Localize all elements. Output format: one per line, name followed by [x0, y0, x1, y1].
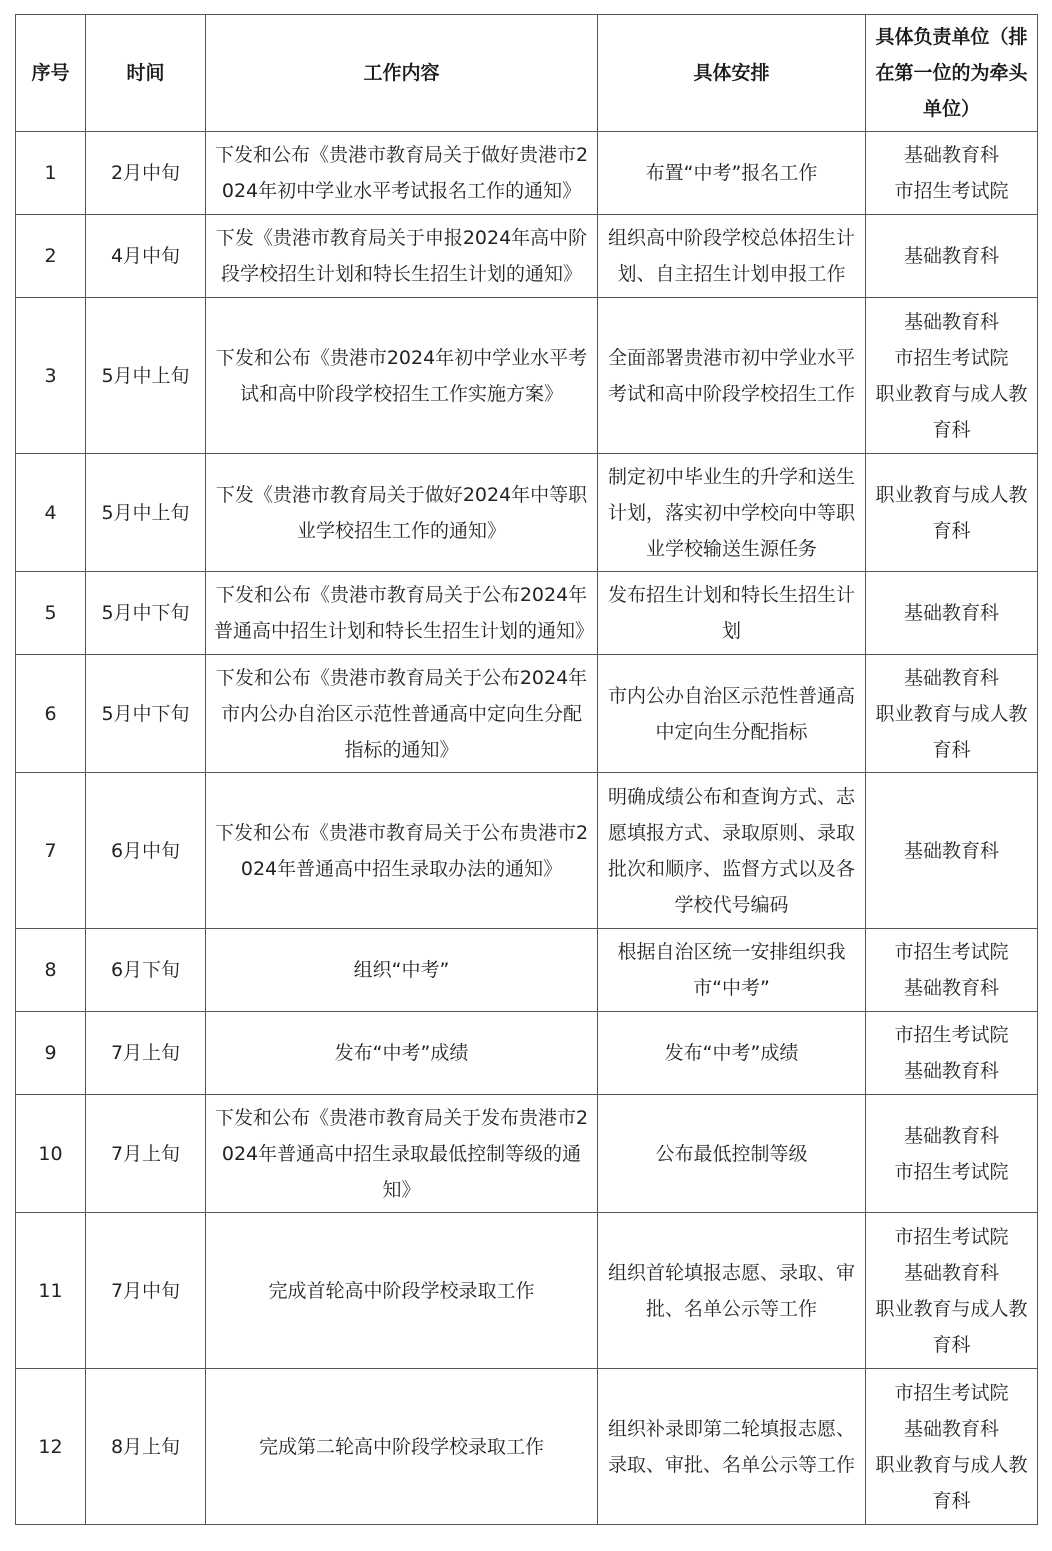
- header-unit: 具体负责单位（排在第一位的为牵头单位）: [866, 15, 1038, 132]
- cell-time: 4月中旬: [86, 215, 206, 298]
- unit-name: 基础教育科: [903, 1060, 999, 1082]
- unit-name: 职业教育与成人教育科: [875, 382, 1028, 441]
- cell-index: 11: [16, 1213, 86, 1369]
- cell-unit: [866, 454, 1038, 572]
- cell-content: 完成首轮高中阶段学校录取工作: [206, 1213, 598, 1369]
- cell-arrangement: 制定初中毕业生的升学和送生计划，落实初中学校向中等职业学校输送生源任务: [598, 454, 866, 572]
- cell-unit: [866, 572, 1038, 655]
- cell-arrangement: 公布最低控制等级: [598, 1095, 866, 1213]
- cell-time: 7月上旬: [86, 1095, 206, 1213]
- table-row: [16, 773, 1038, 929]
- table-row: [16, 929, 1038, 1012]
- cell-index: 3: [16, 298, 86, 454]
- cell-unit: [866, 1012, 1038, 1095]
- cell-time: 7月上旬: [86, 1012, 206, 1095]
- unit-name: 职业教育与成人教育科: [875, 1297, 1028, 1356]
- unit-name: 基础教育科: [903, 602, 999, 624]
- cell-index: 7: [16, 773, 86, 929]
- header-arrangement: 具体安排: [598, 15, 866, 132]
- table-row: [16, 298, 1038, 454]
- cell-content: 下发《贵港市教育局关于做好2024年中等职业学校招生工作的通知》: [206, 454, 598, 572]
- cell-unit: [866, 1213, 1038, 1369]
- cell-arrangement: 组织补录即第二轮填报志愿、录取、审批、名单公示等工作: [598, 1369, 866, 1525]
- table-row: [16, 1369, 1038, 1525]
- cell-time: 7月中旬: [86, 1213, 206, 1369]
- unit-name: 职业教育与成人教育科: [875, 483, 1028, 542]
- cell-arrangement: 根据自治区统一安排组织我市“中考”: [598, 929, 866, 1012]
- cell-time: 5月中下旬: [86, 655, 206, 773]
- cell-unit: [866, 215, 1038, 298]
- header-index: 序号: [16, 15, 86, 132]
- unit-name: 基础教育科: [903, 144, 999, 166]
- table-row: [16, 1012, 1038, 1095]
- cell-arrangement: 市内公办自治区示范性普通高中定向生分配指标: [598, 655, 866, 773]
- table-row: [16, 1095, 1038, 1213]
- cell-index: 12: [16, 1369, 86, 1525]
- cell-content: 下发《贵港市教育局关于申报2024年高中阶段学校招生计划和特长生招生计划的通知》: [206, 215, 598, 298]
- cell-time: 6月下旬: [86, 929, 206, 1012]
- cell-index: 10: [16, 1095, 86, 1213]
- unit-name: 市招生考试院: [894, 1160, 1009, 1183]
- cell-time: 6月中旬: [86, 773, 206, 929]
- unit-name: 基础教育科: [903, 977, 999, 999]
- table-row: [16, 132, 1038, 215]
- cell-content: 发布“中考”成绩: [206, 1012, 598, 1095]
- cell-content: 下发和公布《贵港市教育局关于发布贵港市2024年普通高中招生录取最低控制等级的通知》: [206, 1095, 598, 1213]
- cell-unit: [866, 1095, 1038, 1213]
- unit-name: 基础教育科: [903, 1261, 999, 1284]
- cell-time: 5月中上旬: [86, 454, 206, 572]
- cell-content: 下发和公布《贵港市教育局关于做好贵港市2024年初中学业水平考试报名工作的通知》: [206, 132, 598, 215]
- table-body: [16, 132, 1038, 1525]
- cell-content: 下发和公布《贵港市教育局关于公布贵港市2024年普通高中招生录取办法的通知》: [206, 773, 598, 929]
- cell-content: 下发和公布《贵港市教育局关于公布2024年普通高中招生计划和特长生招生计划的通知》: [206, 572, 598, 655]
- cell-content: 完成第二轮高中阶段学校录取工作: [206, 1369, 598, 1525]
- cell-arrangement: 发布招生计划和特长生招生计划: [598, 572, 866, 655]
- cell-index: 2: [16, 215, 86, 298]
- cell-time: 5月中下旬: [86, 572, 206, 655]
- header-time: 时间: [86, 15, 206, 132]
- cell-time: 5月中上旬: [86, 298, 206, 454]
- table-row: [16, 454, 1038, 572]
- cell-index: 9: [16, 1012, 86, 1095]
- cell-index: 6: [16, 655, 86, 773]
- unit-name: 职业教育与成人教育科: [875, 1453, 1028, 1512]
- cell-unit: [866, 298, 1038, 454]
- cell-arrangement: 全面部署贵港市初中学业水平考试和高中阶段学校招生工作: [598, 298, 866, 454]
- header-content: 工作内容: [206, 15, 598, 132]
- cell-unit: [866, 929, 1038, 1012]
- cell-content: 下发和公布《贵港市教育局关于公布2024年市内公办自治区示范性普通高中定向生分配指标的通知》: [206, 655, 598, 773]
- cell-index: 8: [16, 929, 86, 1012]
- unit-name: 市招生考试院: [894, 1381, 1009, 1404]
- cell-arrangement: 布置“中考”报名工作: [598, 132, 866, 215]
- unit-name: 基础教育科: [903, 245, 999, 267]
- cell-arrangement: 组织高中阶段学校总体招生计划、自主招生计划申报工作: [598, 215, 866, 298]
- unit-name: 市招生考试院: [894, 180, 1009, 202]
- cell-arrangement: 明确成绩公布和查询方式、志愿填报方式、录取原则、录取批次和顺序、监督方式以及各学校代号编码: [598, 773, 866, 929]
- cell-unit: [866, 132, 1038, 215]
- unit-name: 基础教育科: [903, 1417, 999, 1440]
- cell-unit: [866, 1369, 1038, 1525]
- cell-time: 8月上旬: [86, 1369, 206, 1525]
- unit-name: 基础教育科: [903, 666, 999, 689]
- cell-index: 4: [16, 454, 86, 572]
- table-row: [16, 572, 1038, 655]
- cell-unit: [866, 655, 1038, 773]
- cell-unit: [866, 773, 1038, 929]
- cell-content: 下发和公布《贵港市2024年初中学业水平考试和高中阶段学校招生工作实施方案》: [206, 298, 598, 454]
- table-row: [16, 215, 1038, 298]
- unit-name: 基础教育科: [903, 839, 999, 862]
- unit-name: 市招生考试院: [894, 1024, 1009, 1046]
- table-row: [16, 1213, 1038, 1369]
- table-header-row: [16, 15, 1038, 132]
- cell-index: 1: [16, 132, 86, 215]
- cell-arrangement: 发布“中考”成绩: [598, 1012, 866, 1095]
- cell-index: 5: [16, 572, 86, 655]
- unit-name: 职业教育与成人教育科: [875, 702, 1028, 761]
- unit-name: 市招生考试院: [894, 1225, 1009, 1248]
- cell-content: 组织“中考”: [206, 929, 598, 1012]
- unit-name: 基础教育科: [903, 310, 999, 333]
- cell-arrangement: 组织首轮填报志愿、录取、审批、名单公示等工作: [598, 1213, 866, 1369]
- enrollment-schedule-table: [15, 14, 1038, 1525]
- unit-name: 市招生考试院: [894, 346, 1009, 369]
- table-row: [16, 655, 1038, 773]
- unit-name: 市招生考试院: [894, 941, 1009, 963]
- unit-name: 基础教育科: [903, 1124, 999, 1147]
- cell-time: 2月中旬: [86, 132, 206, 215]
